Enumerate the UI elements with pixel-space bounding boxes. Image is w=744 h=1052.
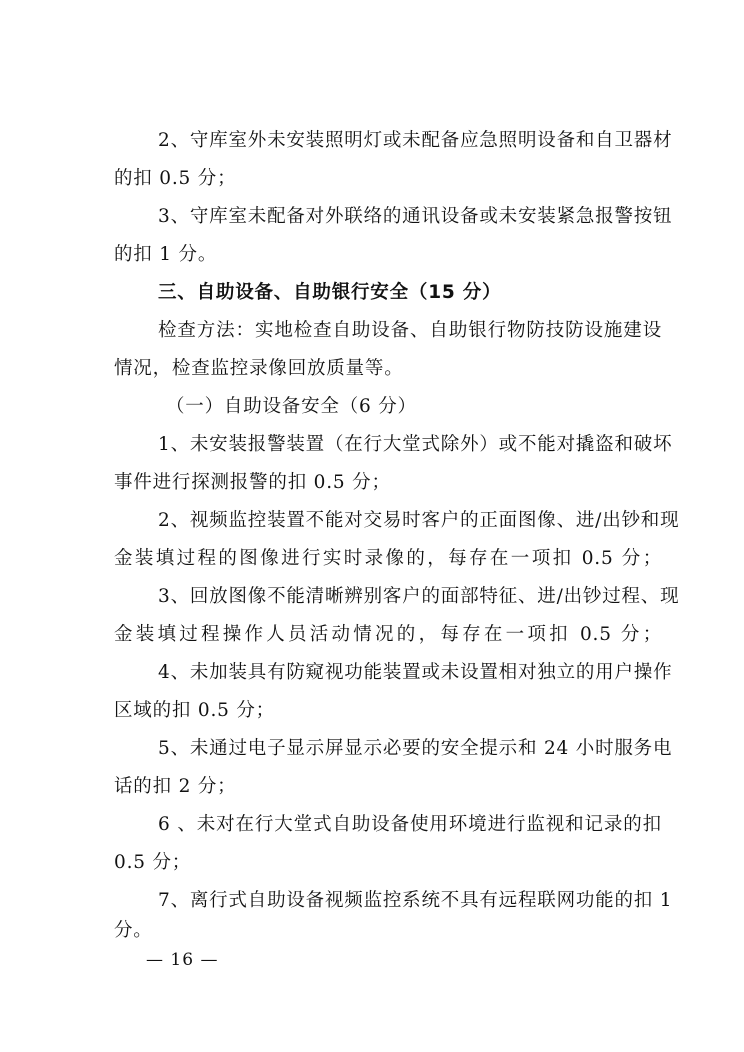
paragraph-line: 6 、未对在行大堂式自助设备使用环境进行监视和记录的扣 — [158, 814, 662, 835]
paragraph-line: 金装填过程操作人员活动情况的，每存在一项扣 0.5 分； — [114, 624, 662, 645]
page-number: — 16 — — [146, 950, 219, 970]
paragraph-line: 1、未安装报警装置（在行大堂式除外）或不能对撬盗和破坏 — [158, 434, 673, 455]
paragraph-line: 情况，检查监控录像回放质量等。 — [114, 358, 404, 379]
paragraph-line: 2、守库室外未安装照明灯或未配备应急照明设备和自卫器材 — [158, 130, 673, 151]
paragraph-line: 5、未通过电子显示屏显示必要的安全提示和 24 小时服务电 — [158, 738, 673, 759]
paragraph-line: 4、未加装具有防窥视功能装置或未设置相对独立的用户操作 — [158, 662, 673, 683]
paragraph-line: 的扣 0.5 分； — [114, 168, 237, 189]
paragraph-line: 金装填过程的图像进行实时录像的，每存在一项扣 0.5 分； — [114, 548, 662, 569]
paragraph-line: 3、守库室未配备对外联络的通讯设备或未安装紧急报警按钮 — [158, 206, 673, 227]
paragraph-line: 检查方法：实地检查自助设备、自助银行物防技防设施建设 — [158, 320, 662, 341]
paragraph-line: 事件进行探测报警的扣 0.5 分； — [114, 472, 391, 493]
subsection-heading: （一）自助设备安全（6 分） — [166, 396, 417, 417]
paragraph-line: 的扣 1 分。 — [114, 244, 218, 265]
paragraph-line: 话的扣 2 分； — [114, 776, 237, 797]
paragraph-line: 区域的扣 0.5 分； — [114, 700, 275, 721]
paragraph-line: 0.5 分； — [114, 852, 192, 873]
section-heading: 三、自助设备、自助银行安全（15 分） — [158, 282, 502, 303]
paragraph-line: 分。 — [114, 920, 153, 941]
paragraph-line: 3、回放图像不能清晰辨别客户的面部特征、进/出钞过程、现 — [158, 586, 680, 607]
paragraph-line: 7、离行式自助设备视频监控系统不具有远程联网功能的扣 1 — [158, 890, 673, 911]
paragraph-line: 2、视频监控装置不能对交易时客户的正面图像、进/出钞和现 — [158, 510, 680, 531]
